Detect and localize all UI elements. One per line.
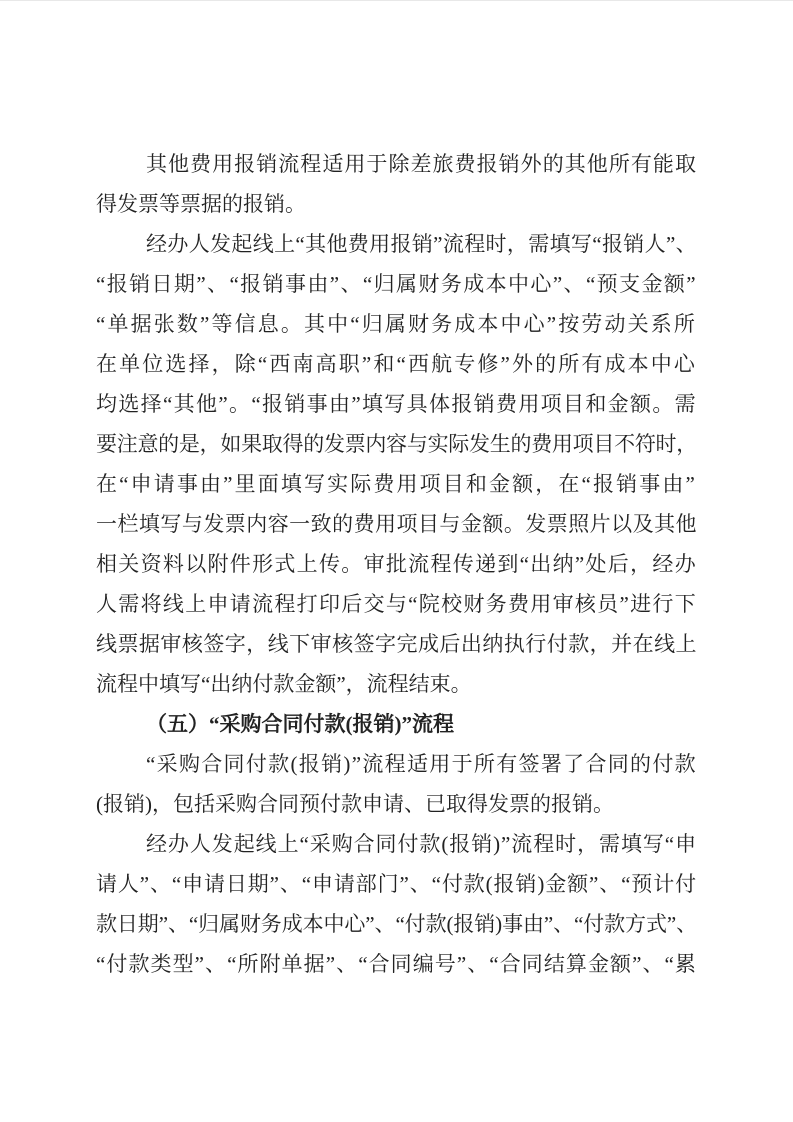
body-line: [96, 384, 697, 424]
line-text: 要注意的是，如果取得的发票内容与实际发生的费用项目不符时，: [96, 432, 697, 456]
line-text: “报销日期”、“报销事由”、“归属财务成本中心”、“预支金额”: [96, 272, 697, 296]
body-line: [96, 264, 697, 304]
line-text: 经办人发起线上“其他费用报销”流程时，需填写“报销人”、: [146, 232, 697, 256]
line-text: 在“申请事由”里面填写实际费用项目和金额，在“报销事由”: [96, 472, 697, 496]
heading-text: （五）“采购合同付款(报销)”流程: [146, 712, 454, 736]
body-line: [96, 664, 697, 704]
body-line: [96, 344, 697, 384]
body-line: [96, 304, 697, 344]
body-line: [96, 784, 697, 824]
body-line: [96, 464, 697, 504]
line-text: 款日期”、“归属财务成本中心”、“付款(报销)事由”、“付款方式”、: [96, 912, 697, 936]
body-line: [96, 544, 697, 584]
line-text: 得发票等票据的报销。: [96, 192, 306, 216]
body-line: [96, 424, 697, 464]
body-line: [96, 624, 697, 664]
body-line: [96, 744, 697, 784]
section-heading: [96, 704, 697, 744]
line-text: “单据张数”等信息。其中“归属财务成本中心”按劳动关系所: [96, 312, 697, 336]
line-text: 均选择“其他”。“报销事由”填写具体报销费用项目和金额。需: [96, 392, 697, 416]
line-text: “付款类型”、“所附单据”、“合同编号”、“合同结算金额”、“累: [96, 952, 697, 976]
line-text: 在单位选择，除“西南高职”和“西航专修”外的所有成本中心: [96, 352, 697, 376]
body-line: [96, 904, 697, 944]
body-line: [96, 144, 697, 184]
line-text: 请人”、“申请日期”、“申请部门”、“付款(报销)金额”、“预计付: [96, 872, 697, 896]
line-text: (报销)，包括采购合同预付款申请、已取得发票的报销。: [96, 792, 614, 816]
line-text: 经办人发起线上“采购合同付款(报销)”流程时，需填写“申: [146, 832, 697, 856]
body-line: [96, 504, 697, 544]
line-text: 相关资料以附件形式上传。审批流程传递到“出纳”处后，经办: [96, 552, 697, 576]
line-text: 线票据审核签字，线下审核签字完成后出纳执行付款，并在线上: [96, 632, 697, 656]
body-line: [96, 864, 697, 904]
body-line: [96, 824, 697, 864]
line-text: 流程中填写“出纳付款金额”，流程结束。: [96, 672, 472, 696]
line-text: 其他费用报销流程适用于除差旅费报销外的其他所有能取: [146, 152, 697, 176]
line-text: 人需将线上申请流程打印后交与“院校财务费用审核员”进行下: [96, 592, 697, 616]
body-line: [96, 184, 697, 224]
line-text: “采购合同付款(报销)”流程适用于所有签署了合同的付款: [146, 752, 697, 776]
body-line: [96, 584, 697, 624]
page-text-block: [96, 144, 697, 984]
line-text: 一栏填写与发票内容一致的费用项目与金额。发票照片以及其他: [96, 512, 697, 536]
body-line: [96, 944, 697, 984]
body-line: [96, 224, 697, 264]
